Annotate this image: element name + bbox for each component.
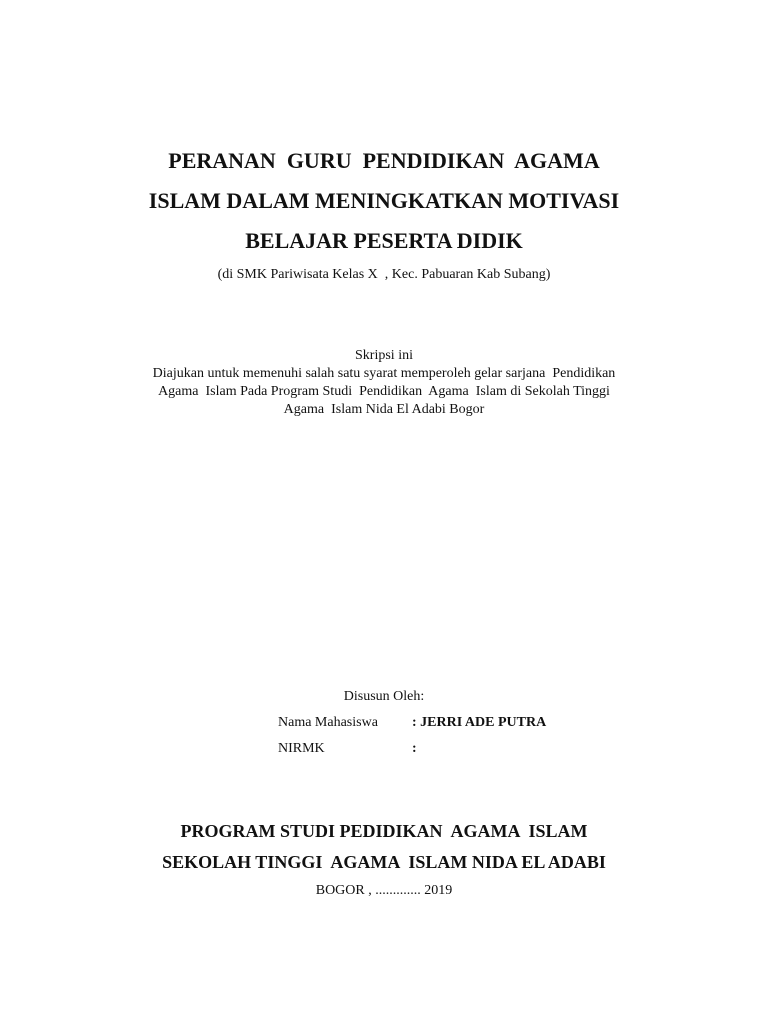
purpose-line-3: Agama Islam Nida El Adabi Bogor [283, 402, 485, 417]
id-label: NIRMK [278, 741, 325, 756]
id-value: : [412, 741, 417, 756]
institution-line-2: SEKOLAH TINGGI AGAMA ISLAM NIDA EL ADABI [162, 852, 606, 872]
title-line-3: BELAJAR PESERTA DIDIK [245, 228, 523, 253]
purpose-line-2: Agama Islam Pada Program Studi Pendidikan Agama Islam di Sekolah Tinggi [158, 384, 610, 399]
title-line-2: ISLAM DALAM MENINGKATKAN MOTIVASI [148, 188, 620, 213]
purpose-heading: Skripsi ini [355, 348, 413, 363]
title-line-1: PERANAN GURU PENDIDIKAN AGAMA [168, 148, 600, 173]
name-value: : JERRI ADE PUTRA [412, 715, 547, 730]
subtitle: (di SMK Pariwisata Kelas X , Kec. Pabuaran Kab Subang) [217, 267, 551, 282]
institution-line-1: PROGRAM STUDI PEDIDIKAN AGAMA ISLAM [180, 821, 588, 841]
place-date: BOGOR , ............. 2019 [315, 883, 453, 898]
author-heading: Disusun Oleh: [343, 689, 425, 704]
name-label: Nama Mahasiswa [278, 715, 378, 730]
purpose-line-1: Diajukan untuk memenuhi salah satu syarat memperoleh gelar sarjana Pendidikan [152, 366, 616, 381]
